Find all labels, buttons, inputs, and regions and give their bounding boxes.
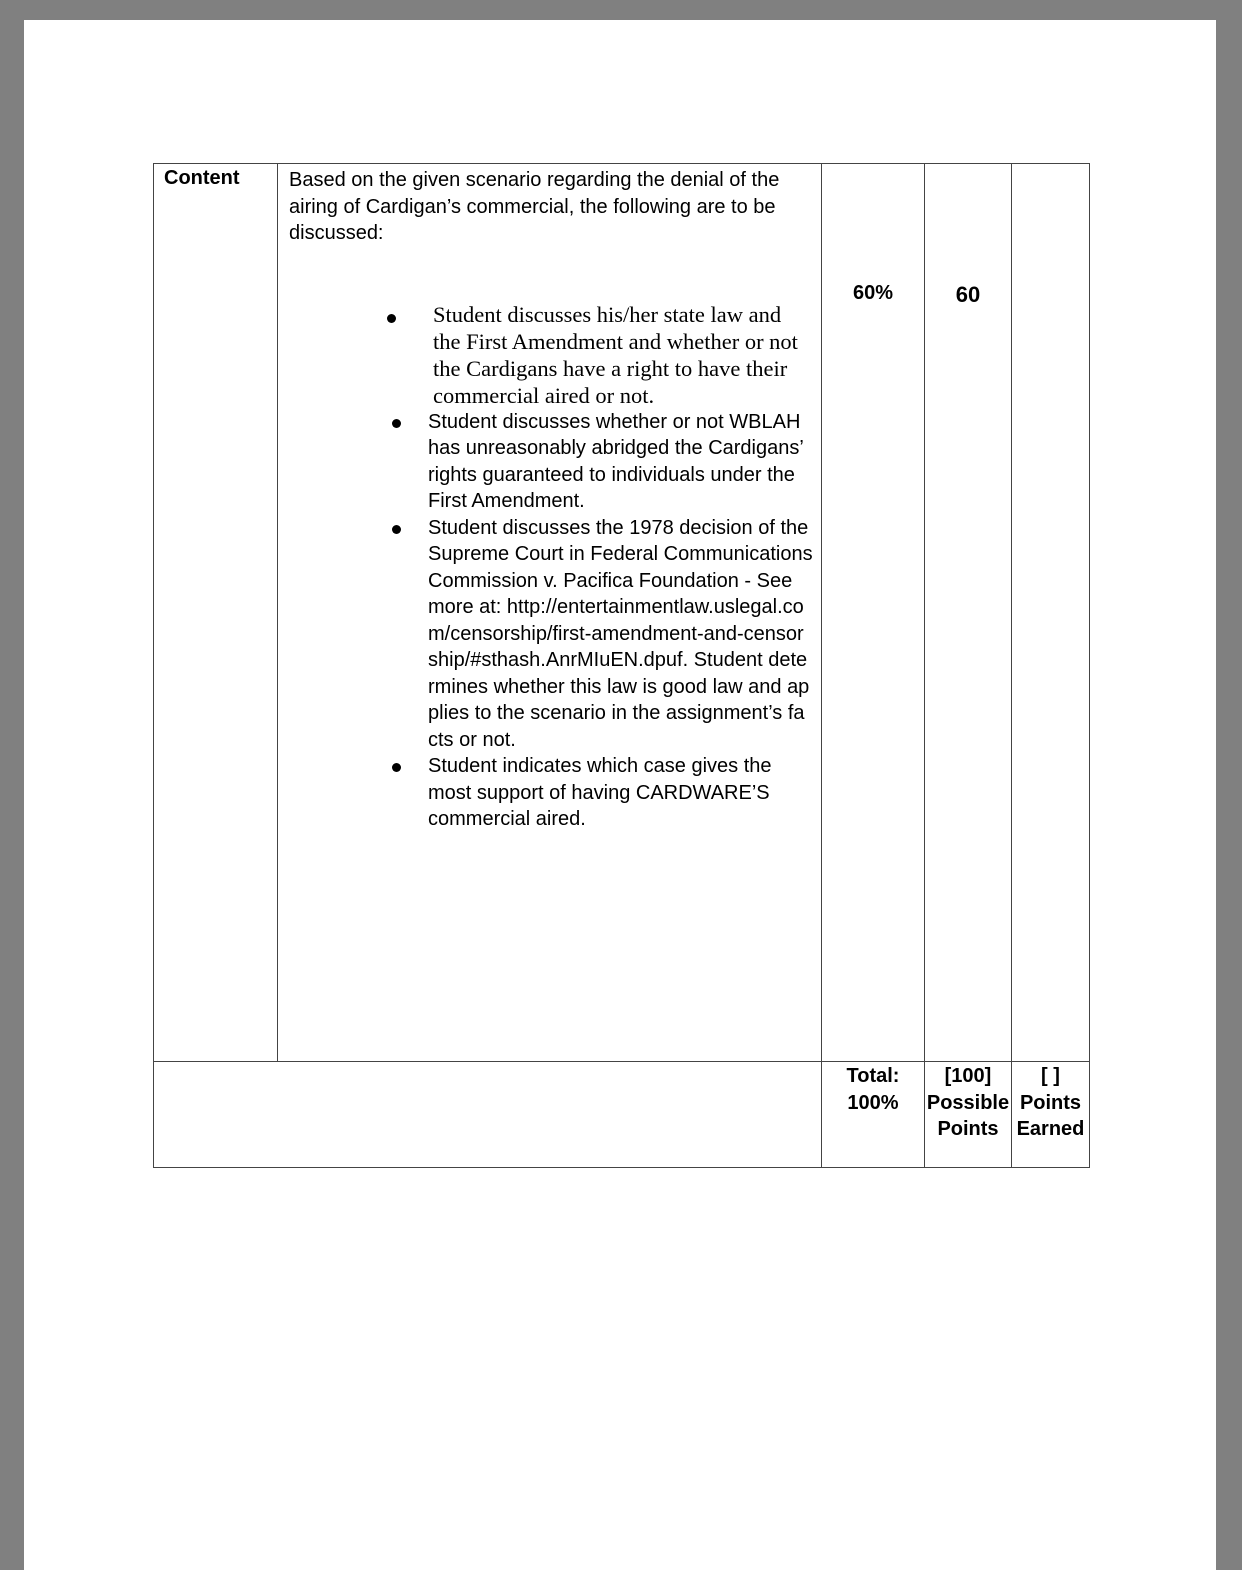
list-item-text: Student discusses the 1978 decision of the Supreme Court in Federal Communications Commission v. Pacifica Foundation - See more at: http://entertainmentlaw.uslegal.com/censorship/first-amendment-and-censorship/#sthash.AnrMIuEN.dpuf. Student determines whether this law is good law and applies to the scenario in the assignment’s facts or not.: [428, 516, 813, 751]
list-item-text: Student indicates which case gives the most support of having CARDWARE’S commercial aired.: [428, 755, 772, 830]
rubric-row-total: [154, 1062, 1090, 1168]
total-value: 100%: [847, 1091, 899, 1114]
document-page: [24, 20, 1216, 1570]
total-weight-cell: [822, 1062, 925, 1168]
points-cell: [925, 164, 1012, 1062]
points-earned-value: [ ]: [1041, 1065, 1060, 1087]
points-earned-label: Points Earned: [1016, 1091, 1085, 1140]
bullet-icon: [392, 763, 401, 772]
grading-rubric-table: [153, 163, 1090, 1168]
weight-value: 60%: [852, 282, 894, 304]
criterion-cell: [154, 164, 278, 1062]
list-item-text: Student discusses his/her state law and the First Amendment and whether or not the Cardigans have a right to have their commercial aired or not.: [433, 301, 798, 408]
bullet-icon: [387, 314, 396, 323]
bullet-icon: [392, 419, 401, 428]
rubric-row-content: [154, 164, 1090, 1062]
list-item: [428, 409, 813, 515]
bullet-icon: [392, 525, 401, 534]
weight-cell: [822, 164, 925, 1062]
possible-points-value: [100]: [944, 1065, 992, 1087]
total-blank-cell: [154, 1062, 822, 1168]
list-item-text: Student discusses whether or not WBLAH has unreasonably abridged the Cardigans’ rights guaranteed to individuals under the First Amendment.: [428, 410, 804, 512]
list-item: [428, 301, 813, 409]
possible-points-cell: [925, 1062, 1012, 1168]
list-item: [428, 515, 813, 754]
criteria-bullet-list: [278, 301, 821, 833]
possible-points-label: Possible Points: [926, 1091, 1010, 1140]
description-cell: [278, 164, 822, 1062]
earned-cell: [1012, 164, 1090, 1062]
description-intro: Based on the given scenario regarding the denial of the airing of Cardigan’s commercial, the following are to be discussed:: [289, 169, 780, 244]
points-value: 60: [955, 282, 981, 307]
list-item: [428, 753, 813, 833]
total-label: Total:: [846, 1065, 900, 1087]
criterion-label: Content: [164, 167, 240, 189]
points-earned-cell: [1012, 1062, 1090, 1168]
